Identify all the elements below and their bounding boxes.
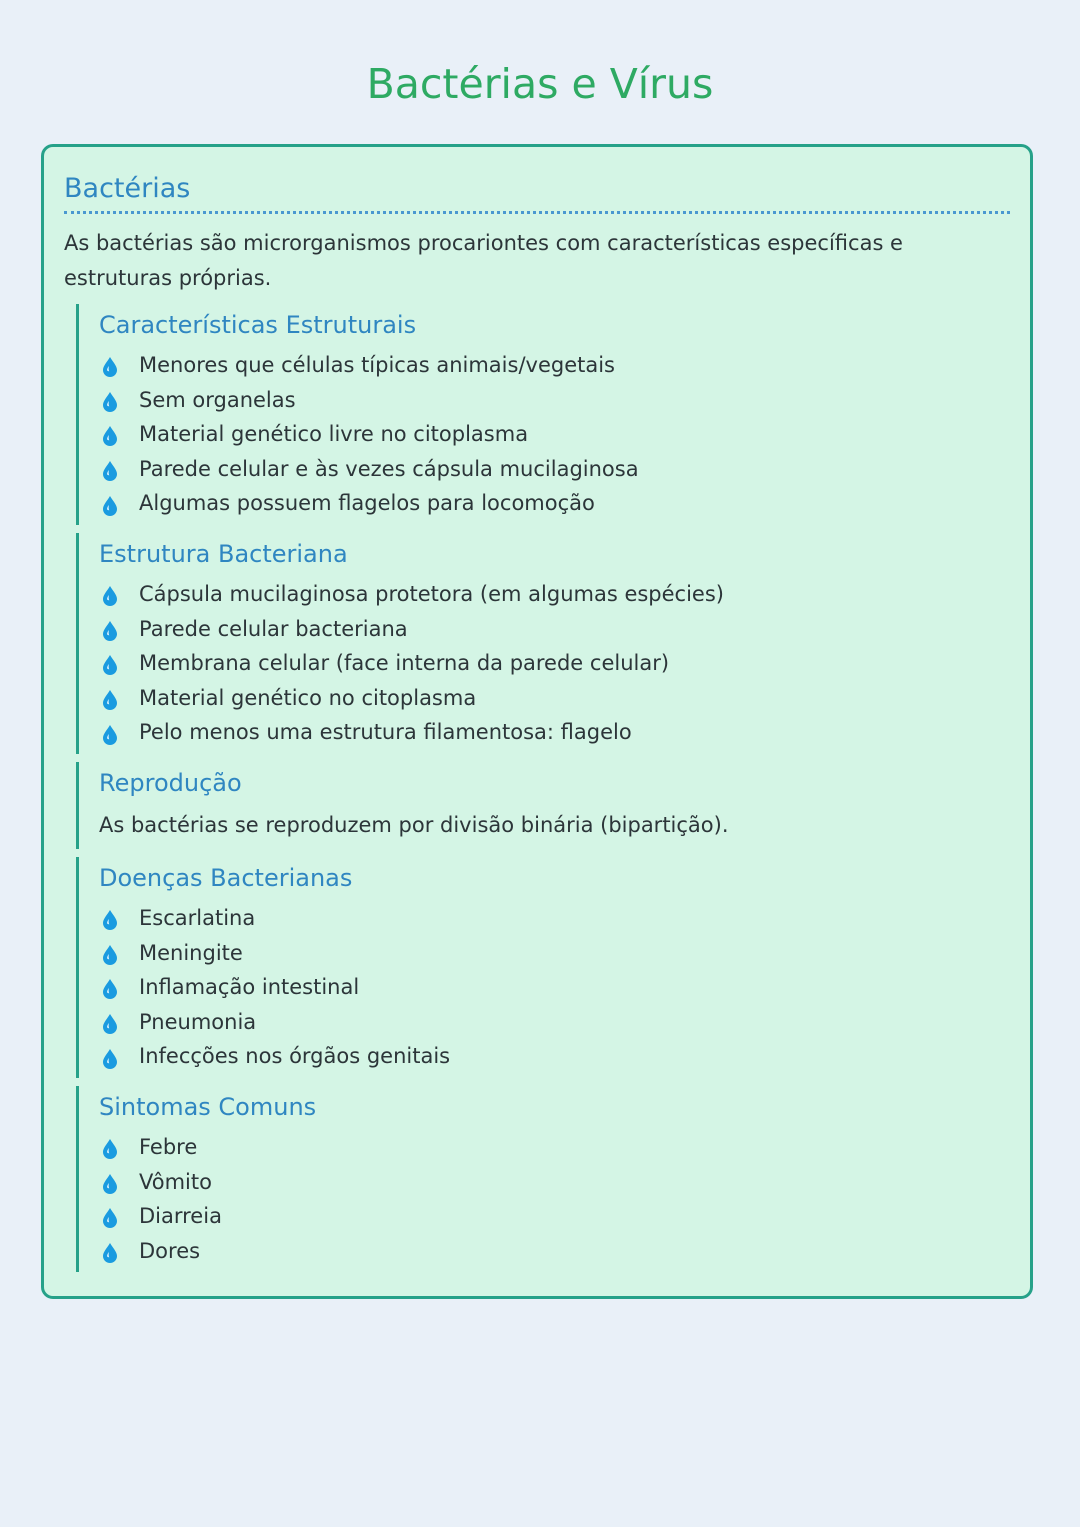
section-title: Doenças Bacterianas xyxy=(99,863,353,892)
list-item xyxy=(99,383,1010,418)
droplet-icon xyxy=(101,722,119,744)
droplet-icon xyxy=(101,618,119,640)
bullet-list xyxy=(99,1130,1010,1272)
page-title: Bactérias e Vírus xyxy=(366,60,714,108)
list-item-text: Membrana celular (face interna da parede celular) xyxy=(139,651,670,676)
bullet-list xyxy=(99,348,1010,525)
droplet-icon xyxy=(101,976,119,998)
list-item-text: Parede celular bacteriana xyxy=(139,616,408,641)
droplet-icon xyxy=(101,583,119,605)
droplet-icon xyxy=(101,458,119,480)
list-item-text: Material genético livre no citoplasma xyxy=(139,422,529,447)
list-item xyxy=(99,715,1010,750)
section-title: Sintomas Comuns xyxy=(99,1092,317,1121)
list-item-text: Infecções nos órgãos genitais xyxy=(139,1044,451,1069)
list-item-text: Pelo menos uma estrutura filamentosa: flagelo xyxy=(139,720,632,745)
list-item xyxy=(99,1199,1010,1234)
list-item xyxy=(99,681,1010,716)
droplet-icon xyxy=(101,1136,119,1158)
list-item xyxy=(99,936,1010,971)
section-reproducao xyxy=(76,762,1010,849)
section-estrutura-bacteriana xyxy=(76,533,1010,754)
droplet-icon xyxy=(101,907,119,929)
droplet-icon xyxy=(101,652,119,674)
section-doencas-bacterianas xyxy=(76,857,1010,1078)
list-item xyxy=(99,417,1010,452)
bacteria-card xyxy=(41,144,1033,1299)
droplet-icon xyxy=(101,423,119,445)
list-item xyxy=(99,1005,1010,1040)
section-title: Características Estruturais xyxy=(99,311,417,339)
list-item-text: Algumas possuem flagelos para locomoção xyxy=(139,491,595,516)
list-item-text: Cápsula mucilaginosa protetora (em algumas espécies) xyxy=(139,581,724,606)
list-item xyxy=(99,1165,1010,1200)
droplet-icon xyxy=(101,1240,119,1262)
section-caracteristicas-estruturais xyxy=(76,304,1010,525)
list-item-text: Inflamação intestinal xyxy=(139,975,360,1000)
list-item-text: Diarreia xyxy=(139,1204,222,1229)
list-item-text: Meningite xyxy=(139,940,243,965)
list-item xyxy=(99,612,1010,647)
section-text: As bactérias se reproduzem por divisão binária (bipartição). xyxy=(99,812,729,837)
list-item xyxy=(99,452,1010,487)
list-item-text: Material genético no citoplasma xyxy=(139,685,477,710)
list-item-text: Dores xyxy=(139,1238,201,1263)
list-item-text: Parede celular e às vezes cápsula mucilaginosa xyxy=(139,456,639,481)
droplet-icon xyxy=(101,1046,119,1068)
list-item-text: Pneumonia xyxy=(139,1009,257,1034)
droplet-icon xyxy=(101,942,119,964)
droplet-icon xyxy=(101,354,119,376)
list-item xyxy=(99,348,1010,383)
list-item xyxy=(99,577,1010,612)
list-item xyxy=(99,486,1010,521)
card-intro: As bactérias são microrganismos procariontes com características específicas e estruturas próprias. xyxy=(64,231,903,290)
droplet-icon xyxy=(101,687,119,709)
list-item xyxy=(99,1130,1010,1165)
list-item-text: Sem organelas xyxy=(139,387,296,412)
list-item xyxy=(99,901,1010,936)
bullet-list xyxy=(99,577,1010,754)
droplet-icon xyxy=(101,1205,119,1227)
list-item xyxy=(99,970,1010,1005)
section-title: Reprodução xyxy=(99,768,242,797)
droplet-icon xyxy=(101,389,119,411)
bullet-list xyxy=(99,901,1010,1078)
list-item xyxy=(99,646,1010,681)
list-item-text: Menores que células típicas animais/vegetais xyxy=(139,353,615,377)
section-sintomas-comuns xyxy=(76,1086,1010,1272)
section-title: Estrutura Bacteriana xyxy=(99,539,348,568)
list-item-text: Vômito xyxy=(139,1169,212,1194)
list-item xyxy=(99,1234,1010,1269)
list-item-text: Escarlatina xyxy=(139,905,256,930)
card-title: Bactérias xyxy=(64,169,1010,214)
list-item-text: Febre xyxy=(139,1134,198,1159)
droplet-icon xyxy=(101,493,119,515)
droplet-icon xyxy=(101,1171,119,1193)
list-item xyxy=(99,1039,1010,1074)
droplet-icon xyxy=(101,1011,119,1033)
